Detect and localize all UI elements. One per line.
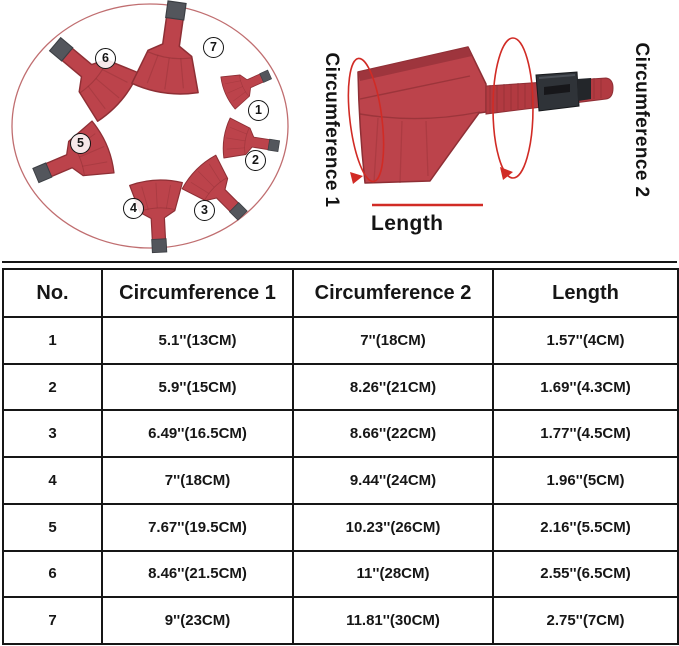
ring-size-label-1: 1 [248, 100, 269, 121]
table-row [3, 317, 678, 364]
cell-length: 1.96''(5CM) [493, 457, 678, 504]
size-table-header [3, 269, 678, 317]
circumference2-label: Circumference 2 [631, 42, 652, 198]
cell-length: 2.75''(7CM) [493, 597, 678, 644]
cell-no: 4 [3, 457, 102, 504]
cell-circumference1: 9''(23CM) [102, 597, 293, 644]
ring-muzzle-6 [35, 20, 142, 124]
cell-circumference2: 9.44''(24CM) [293, 457, 493, 504]
cell-circumference2: 8.26''(21CM) [293, 364, 493, 411]
table-row [3, 597, 678, 644]
size-table-body [3, 317, 678, 644]
ring-size-label-2: 2 [245, 150, 266, 171]
figure-area [0, 0, 679, 262]
table-top-rule [2, 261, 677, 263]
cell-circumference2: 7''(18CM) [293, 317, 493, 364]
cell-no: 6 [3, 551, 102, 598]
cell-circumference1: 5.1''(13CM) [102, 317, 293, 364]
product-muzzle [358, 47, 613, 183]
cell-no: 2 [3, 364, 102, 411]
cell-length: 1.69''(4.3CM) [493, 364, 678, 411]
cell-length: 1.77''(4.5CM) [493, 410, 678, 457]
table-row [3, 551, 678, 598]
table-row [3, 364, 678, 411]
cell-no: 7 [3, 597, 102, 644]
cell-circumference1: 8.46''(21.5CM) [102, 551, 293, 598]
cell-length: 1.57''(4CM) [493, 317, 678, 364]
table-row [3, 410, 678, 457]
ring-muzzle-1 [218, 58, 276, 110]
ring-size-label-7: 7 [203, 37, 224, 58]
header-no: No. [3, 269, 102, 317]
table-row [3, 504, 678, 551]
circumference1-arrowhead [350, 172, 363, 184]
ring-muzzle-5 [25, 119, 118, 201]
cell-circumference2: 11''(28CM) [293, 551, 493, 598]
circumference1-label: Circumference 1 [321, 52, 342, 208]
cell-no: 1 [3, 317, 102, 364]
cell-length: 2.55''(6.5CM) [493, 551, 678, 598]
length-label: Length [371, 212, 444, 235]
cell-circumference1: 6.49''(16.5CM) [102, 410, 293, 457]
ring-muzzle-7 [131, 0, 210, 98]
ring-size-label-4: 4 [123, 198, 144, 219]
ring-size-label-5: 5 [70, 133, 91, 154]
cell-circumference1: 7''(18CM) [102, 457, 293, 504]
cell-circumference1: 5.9''(15CM) [102, 364, 293, 411]
cell-length: 2.16''(5.5CM) [493, 504, 678, 551]
muzzle-ring [12, 0, 288, 254]
header-circumference2: Circumference 2 [293, 269, 493, 317]
header-length: Length [493, 269, 678, 317]
cell-circumference2: 10.23''(26CM) [293, 504, 493, 551]
cell-circumference2: 8.66''(22CM) [293, 410, 493, 457]
buckle [536, 72, 591, 111]
cell-circumference2: 11.81''(30CM) [293, 597, 493, 644]
cell-no: 3 [3, 410, 102, 457]
header-circumference1: Circumference 1 [102, 269, 293, 317]
size-table [2, 268, 679, 645]
table-row [3, 457, 678, 504]
ring-size-label-6: 6 [95, 48, 116, 69]
cell-circumference1: 7.67''(19.5CM) [102, 504, 293, 551]
cell-no: 5 [3, 504, 102, 551]
ring-size-label-3: 3 [194, 200, 215, 221]
header-row [3, 269, 678, 317]
